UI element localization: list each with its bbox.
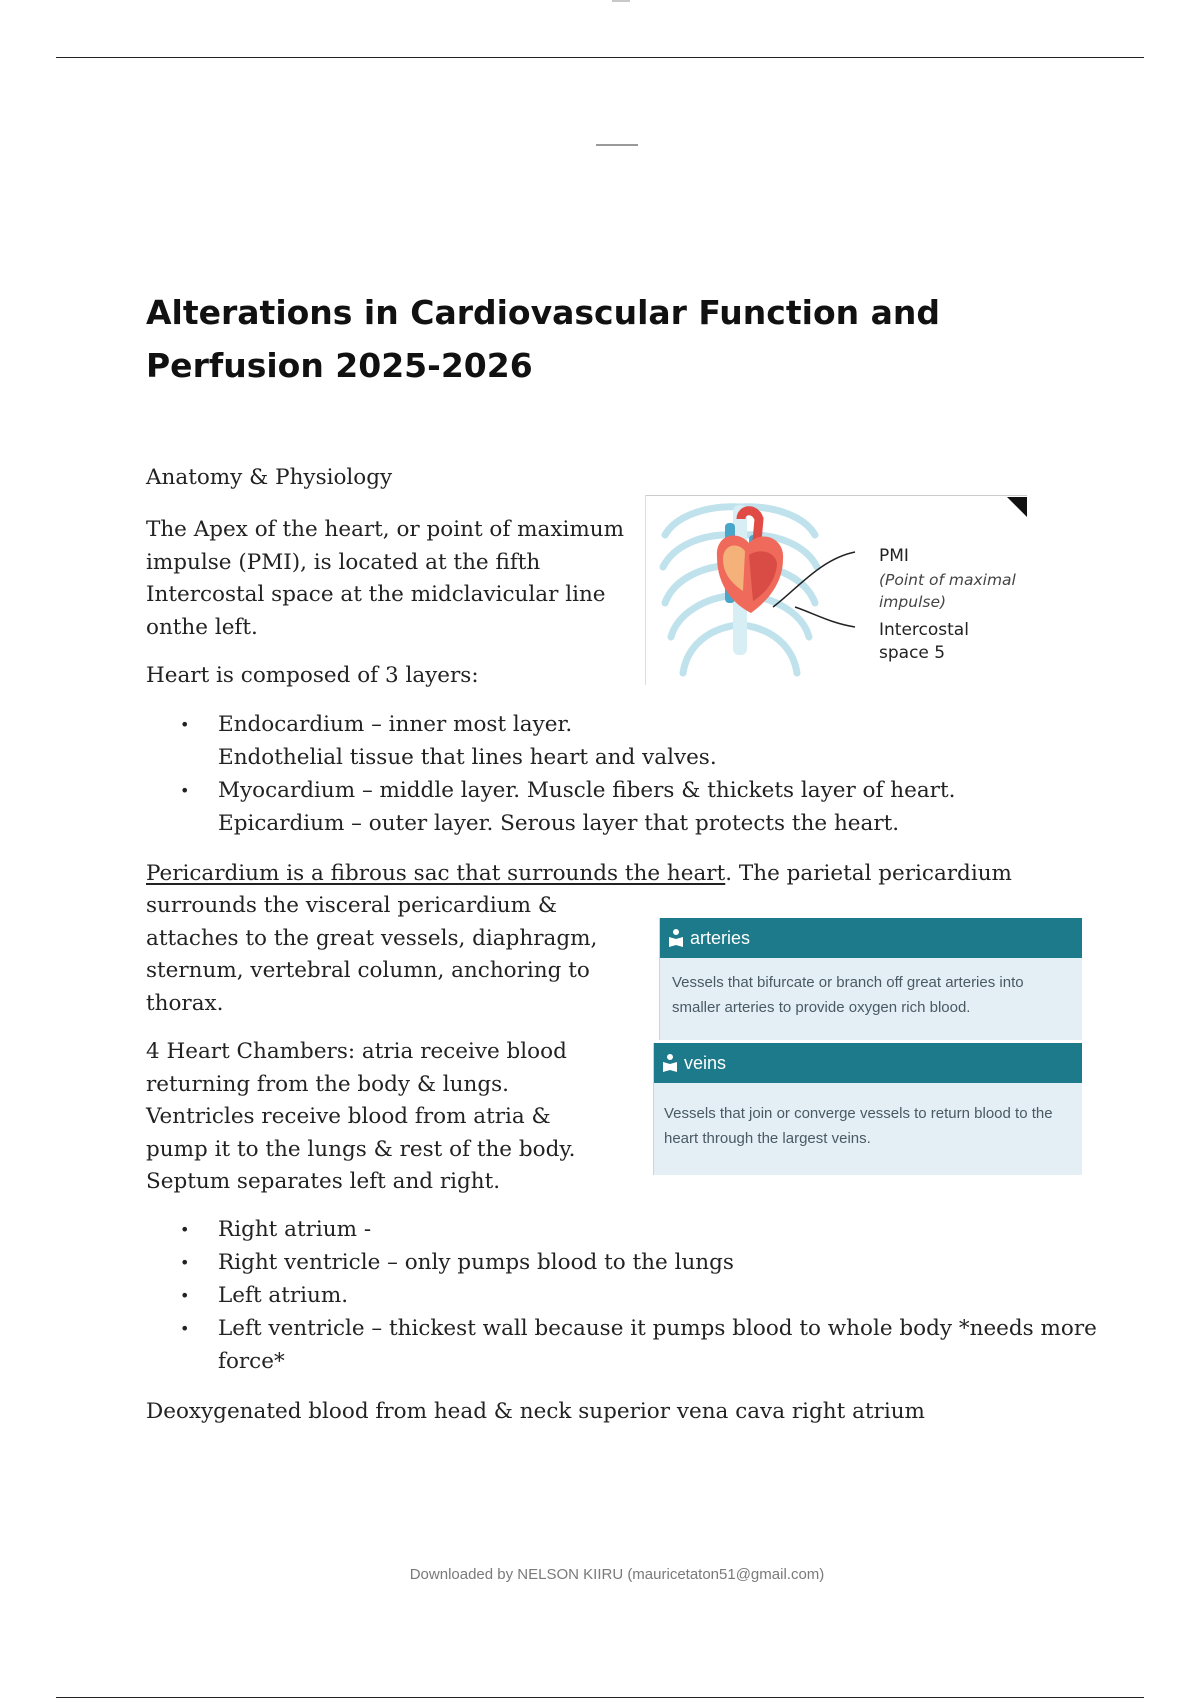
layer-line: Endothelial tissue that lines heart and valves. <box>218 745 717 770</box>
pmi-figure <box>645 495 1027 685</box>
pericardium-underlined: Pericardium is a fibrous sac that surrounds the heart <box>146 861 726 886</box>
pericardium-sentence <box>146 858 1106 891</box>
top-rule <box>56 57 1144 58</box>
chambers-paragraph: 4 Heart Chambers: atria receive blood returning from the body & lungs. Ventricles receive blood from atria & pump it to the lungs & rest of the body. Septum separates left and right. <box>146 1039 576 1194</box>
deoxygenated-flow-line: Deoxygenated blood from head & neck superior vena cava right atrium <box>146 1399 925 1424</box>
pmi-label: PMI <box>879 546 909 566</box>
list-item <box>146 1213 1106 1246</box>
section-heading: Anatomy & Physiology <box>146 465 393 490</box>
bullet: • <box>180 715 190 734</box>
list-item <box>146 708 1046 774</box>
chambers-list <box>146 1213 1106 1378</box>
list-item <box>146 1312 1106 1378</box>
page-title: Alterations in Cardiovascular Function and Perfusion 2025-2026 <box>146 293 940 385</box>
apex-paragraph: The Apex of the heart, or point of maximum impulse (PMI), is located at the fifth Intercostal space at the midclavicular line onthe left. <box>146 517 624 640</box>
bullet: • <box>180 781 190 800</box>
header-mark <box>612 0 630 2</box>
book-person-icon <box>662 1053 678 1073</box>
pericardium-continuation: surrounds the visceral pericardium & attaches to the great vessels, diaphragm, sternum, vertebral column, anchoring to thorax. <box>146 893 598 1016</box>
layer-line: Epicardium – outer layer. Serous layer that protects the heart. <box>218 811 900 836</box>
card-term: arteries <box>690 928 751 948</box>
bullet: • <box>180 1319 190 1338</box>
arteries-card <box>659 918 1082 1040</box>
download-footer: Downloaded by NELSON KIIRU (mauricetaton51@gmail.com) <box>409 1566 825 1583</box>
layer-line: Endocardium – inner most layer. <box>218 712 573 737</box>
header-logo-mark <box>596 144 638 146</box>
chamber-text: Right atrium - <box>218 1217 372 1242</box>
card-definition: Vessels that bifurcate or branch off great arteries into smaller arteries to provide oxygen rich blood. <box>672 974 1024 1016</box>
chamber-text: Right ventricle – only pumps blood to the lungs <box>218 1250 734 1275</box>
bottom-rule <box>56 1697 1144 1698</box>
bullet: • <box>180 1286 190 1305</box>
card-header <box>660 918 1082 958</box>
list-item <box>146 1246 1106 1279</box>
layers-intro: Heart is composed of 3 layers: <box>146 663 479 688</box>
pmi-sublabel: (Point of maximal impulse) <box>879 571 1016 611</box>
veins-card <box>653 1043 1082 1175</box>
card-definition: Vessels that join or converge vessels to return blood to the heart through the largest veins. <box>664 1105 1053 1147</box>
chamber-text: Left atrium. <box>218 1283 349 1308</box>
card-header <box>654 1043 1082 1083</box>
layers-list <box>146 708 1046 840</box>
card-term: veins <box>684 1053 727 1073</box>
pericardium-rest: . The parietal pericardium <box>725 861 1012 886</box>
list-item <box>146 1279 1106 1312</box>
list-item <box>146 774 1046 840</box>
chamber-text: Left ventricle – thickest wall because it pumps blood to whole body *needs more force* <box>218 1316 1097 1374</box>
bullet: • <box>180 1253 190 1272</box>
layer-line: Myocardium – middle layer. Muscle fibers & thickets layer of heart. <box>218 778 956 803</box>
book-person-icon <box>668 928 684 948</box>
bullet: • <box>180 1220 190 1239</box>
intercostal-label: Intercostal space 5 <box>879 620 969 663</box>
